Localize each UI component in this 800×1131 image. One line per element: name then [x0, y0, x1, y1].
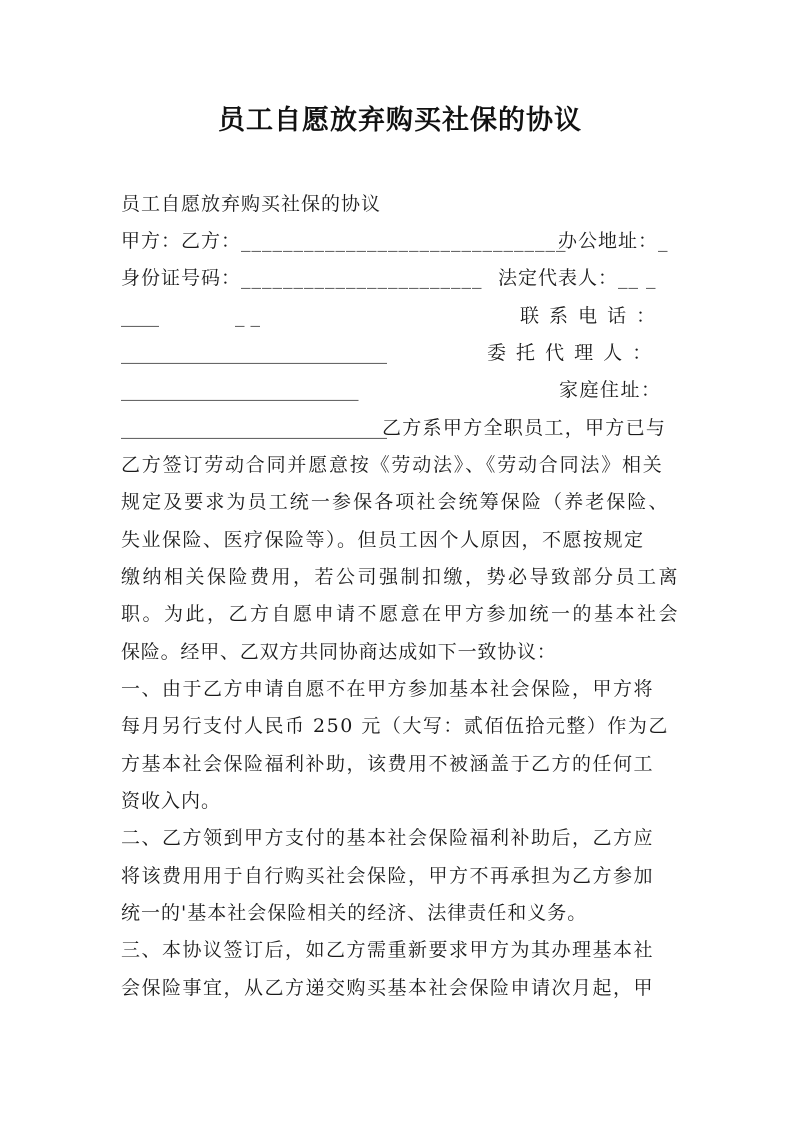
subtitle-text: 员工自愿放弃购买社保的协议: [121, 193, 382, 215]
body-line: [121, 484, 681, 521]
phone-label: 联 系 电 话 ：: [520, 305, 658, 327]
agent-line: [121, 335, 681, 372]
blank-field: _ _: [235, 305, 261, 327]
clause-text: 将该费用用于自行购买社会保险，甲方不再承担为乙方参加: [121, 865, 655, 887]
body-text: 保险。经甲、乙双方共同协商达成如下一致协议：: [121, 641, 557, 663]
clause-text: 资收入内。: [121, 790, 222, 812]
blank-field: _________________________: [121, 379, 359, 401]
clause-text: 三、本协议签订后，如乙方需重新要求甲方为其办理基本社: [121, 939, 655, 961]
legal-representative-label: 法定代表人：__ _: [498, 267, 657, 289]
blank-field: ____________________________: [121, 342, 387, 364]
clause-1-line: [121, 708, 681, 745]
clause-3-line: [121, 970, 681, 1007]
clause-text: 统一的'基本社会保险相关的经济、法律责任和义务。: [121, 902, 588, 924]
body-line: [121, 522, 681, 559]
clause-1-line: [121, 783, 681, 820]
id-number-field: 身份证号码：_______________________: [121, 267, 483, 289]
body-line: [121, 410, 681, 447]
body-line: [121, 447, 681, 484]
clause-1-line: [121, 671, 681, 708]
home-address-line: [121, 372, 681, 409]
clause-2-line: [121, 858, 681, 895]
body-text: 职。为此，乙方自愿申请不愿意在甲方参加统一的基本社会: [121, 603, 681, 625]
office-address-label: 办公地址：_: [558, 230, 669, 252]
body-text: 缴纳相关保险费用，若公司强制扣缴，势必导致部分员工离: [121, 566, 681, 588]
party-line: [121, 223, 681, 260]
clause-text: 二、乙方领到甲方支付的基本社会保险福利补助后，乙方应: [121, 827, 655, 849]
phone-line: [121, 298, 681, 335]
subtitle-line: [121, 186, 681, 223]
body-text: 乙方系甲方全职员工，甲方已与: [382, 417, 667, 439]
clause-1-line: [121, 746, 681, 783]
blank-field: ____________________________: [121, 417, 387, 439]
body-text: 乙方签订劳动合同并愿意按《劳动法》、《劳动合同法》相关: [121, 454, 664, 476]
clause-text: 一、由于乙方申请自愿不在甲方参加基本社会保险，甲方将: [121, 678, 655, 700]
clause-3-line: [121, 932, 681, 969]
document-title: 员工自愿放弃购买社保的协议: [218, 105, 582, 136]
clause-2-line: [121, 820, 681, 857]
home-address-label: 家庭住址：: [559, 379, 662, 401]
body-line: [121, 559, 681, 596]
clause-text: 会保险事宜，从乙方递交购买基本社会保险申请次月起，甲: [121, 977, 655, 999]
clause-text: 方基本社会保险福利补助，该费用不被涵盖于乙方的任何工: [121, 753, 655, 775]
clause-text: 每月另行支付人民币 250 元（大写：贰佰伍拾元整）作为乙: [121, 715, 669, 737]
id-line: [121, 260, 681, 297]
party-a-b-field: 甲方：乙方：_______________________________: [121, 230, 567, 252]
body-line: [121, 596, 681, 633]
body-text: 规定及要求为员工统一参保各项社会统筹保险（养老保险、: [121, 491, 670, 513]
body-text: 失业保险、医疗保险等）。但员工因个人原因，不愿按规定: [121, 529, 645, 551]
clause-2-line: [121, 895, 681, 932]
blank-field: ____: [121, 305, 159, 327]
agent-label: 委 托 代 理 人 ：: [487, 342, 654, 364]
body-line: [121, 634, 681, 671]
